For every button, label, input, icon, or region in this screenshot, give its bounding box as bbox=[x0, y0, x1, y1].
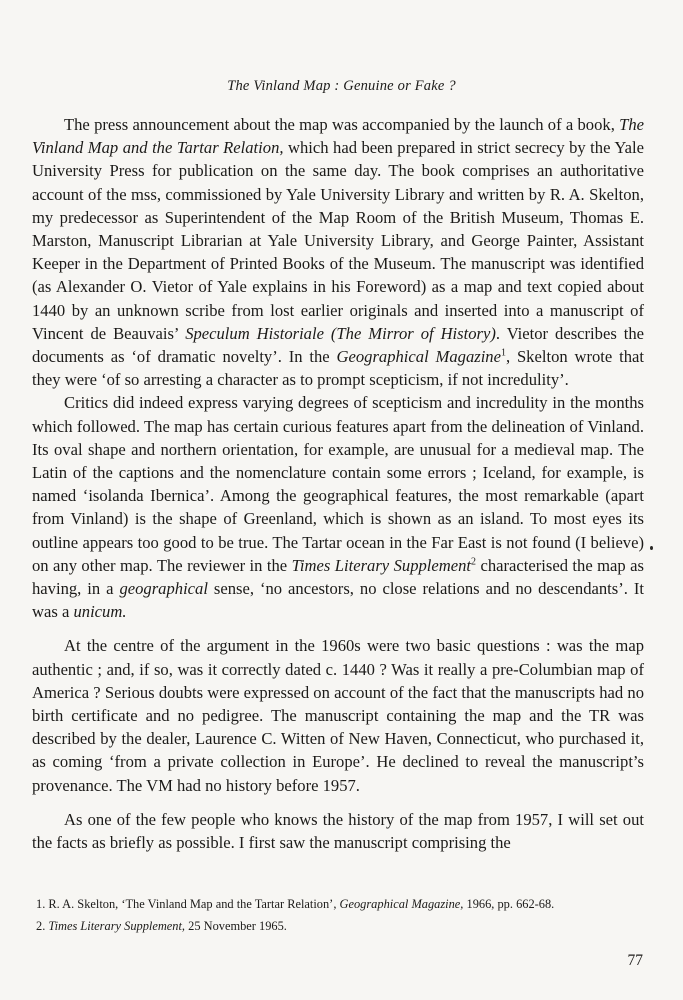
paragraph-4 bbox=[32, 808, 644, 854]
paragraph-2 bbox=[32, 391, 644, 623]
italic-run: Geographical Magazine bbox=[336, 347, 501, 367]
italic-run: The Vinland Map and the Tartar Relation, bbox=[32, 115, 644, 158]
footnote-2 bbox=[36, 915, 646, 937]
italic-run: Times Literary Supplement bbox=[291, 555, 472, 575]
text-run: 1. R. A. Skelton, ‘The Vinland Map and the Tartar Relation’, bbox=[36, 897, 340, 911]
text-run: 2. bbox=[36, 919, 49, 933]
text-run: sense, ‘no ancestors, no close relations and no descendants’. It was a bbox=[32, 579, 645, 622]
italic-run: Geographical Magazine, bbox=[339, 897, 464, 911]
text-run: 1966, pp. 662-68. bbox=[463, 897, 555, 911]
footnotes bbox=[36, 893, 646, 937]
paragraph-3 bbox=[32, 634, 644, 796]
text-run: 25 November 1965. bbox=[185, 919, 287, 933]
italic-run: Times Literary Supplement, bbox=[48, 919, 186, 933]
text-run: which had been prepared in strict secrecy by the Yale University Press for publication on the same day. The book comprises an authoritative account of the mss, commissioned by Yale University Library and written by R. A. Skelton, my predecessor as Superintendent of the Map Room of the British Museum, Thomas E. Marston, Manuscript Librarian at Yale University Library, and George Painter, Assistant Keeper in the Department of Printed Books of the Museum. The manuscript was identified (as Alexander O. Vietor of Yale explains in his Foreword) as a map and text copied about 1440 by an unknown scribe from lost earlier originals and inserted into a manuscript of Vincent de Beauvais’ bbox=[32, 138, 644, 343]
text-run: At the centre of the argument in the 1960s were two basic questions : was the map authentic ; and, if so, was it correctly dated c. 1440 ? Was it really a pre-Columbian map of America ? Serious doubts were expressed on account of the fact that the manuscripts had no birth certificate and no pedigree. The manuscript containing the map and the TR was described by the dealer, Laurence C. Witten of New Haven, Connecticut, who purchased it, as coming ‘from a private collection in Europe’. He declined to reveal the manuscript’s provenance. The VM had no history before 1957. bbox=[32, 636, 644, 795]
italic-run: unicum. bbox=[73, 602, 127, 622]
page-number: 77 bbox=[627, 952, 643, 969]
text-run: The press announcement about the map was accompanied by the launch of a book, bbox=[64, 115, 620, 134]
text-run: . Vietor describes the documents as ‘of dramatic novelty’. In the bbox=[32, 323, 645, 367]
italic-run: geographical bbox=[119, 579, 208, 599]
text-run: As one of the few people who knows the history of the map from 1957, I will set out the facts as briefly as possible. I first saw the manuscript comprising the bbox=[32, 809, 644, 853]
footnote-ref: 1 bbox=[500, 347, 506, 359]
ink-speck bbox=[650, 546, 653, 550]
running-head: The Vinland Map : Genuine or Fake ? bbox=[227, 78, 456, 94]
footnote-1 bbox=[36, 893, 646, 915]
text-run: , Skelton wrote that they were ‘of so arresting a character as to prompt scepticism, if not incredulity’. bbox=[32, 347, 644, 390]
italic-run: Speculum Historiale (The Mirror of History) bbox=[185, 323, 496, 343]
footnote-ref: 2 bbox=[471, 556, 477, 568]
body-text bbox=[32, 113, 644, 854]
paragraph-1 bbox=[32, 113, 644, 391]
text-run: Critics did indeed express varying degrees of scepticism and incredulity in the months which followed. The map has certain curious features apart from the delineation of Vinland. Its oval shape and northern orientation, for example, are unusual for a medieval map. The Latin of the captions and the nomenclature contain some errors ; Iceland, for example, is named ‘isolanda Ibernica’. Among the geographical features, the most remarkable (apart from Vinland) is the shape of Greenland, which is shown as an island. To most eyes its outline appears too good to be true. The Tartar ocean in the Far East is not found (I believe) on any other map. The reviewer in the bbox=[32, 393, 644, 575]
text-run: characterised the map as having, in a bbox=[32, 555, 644, 599]
